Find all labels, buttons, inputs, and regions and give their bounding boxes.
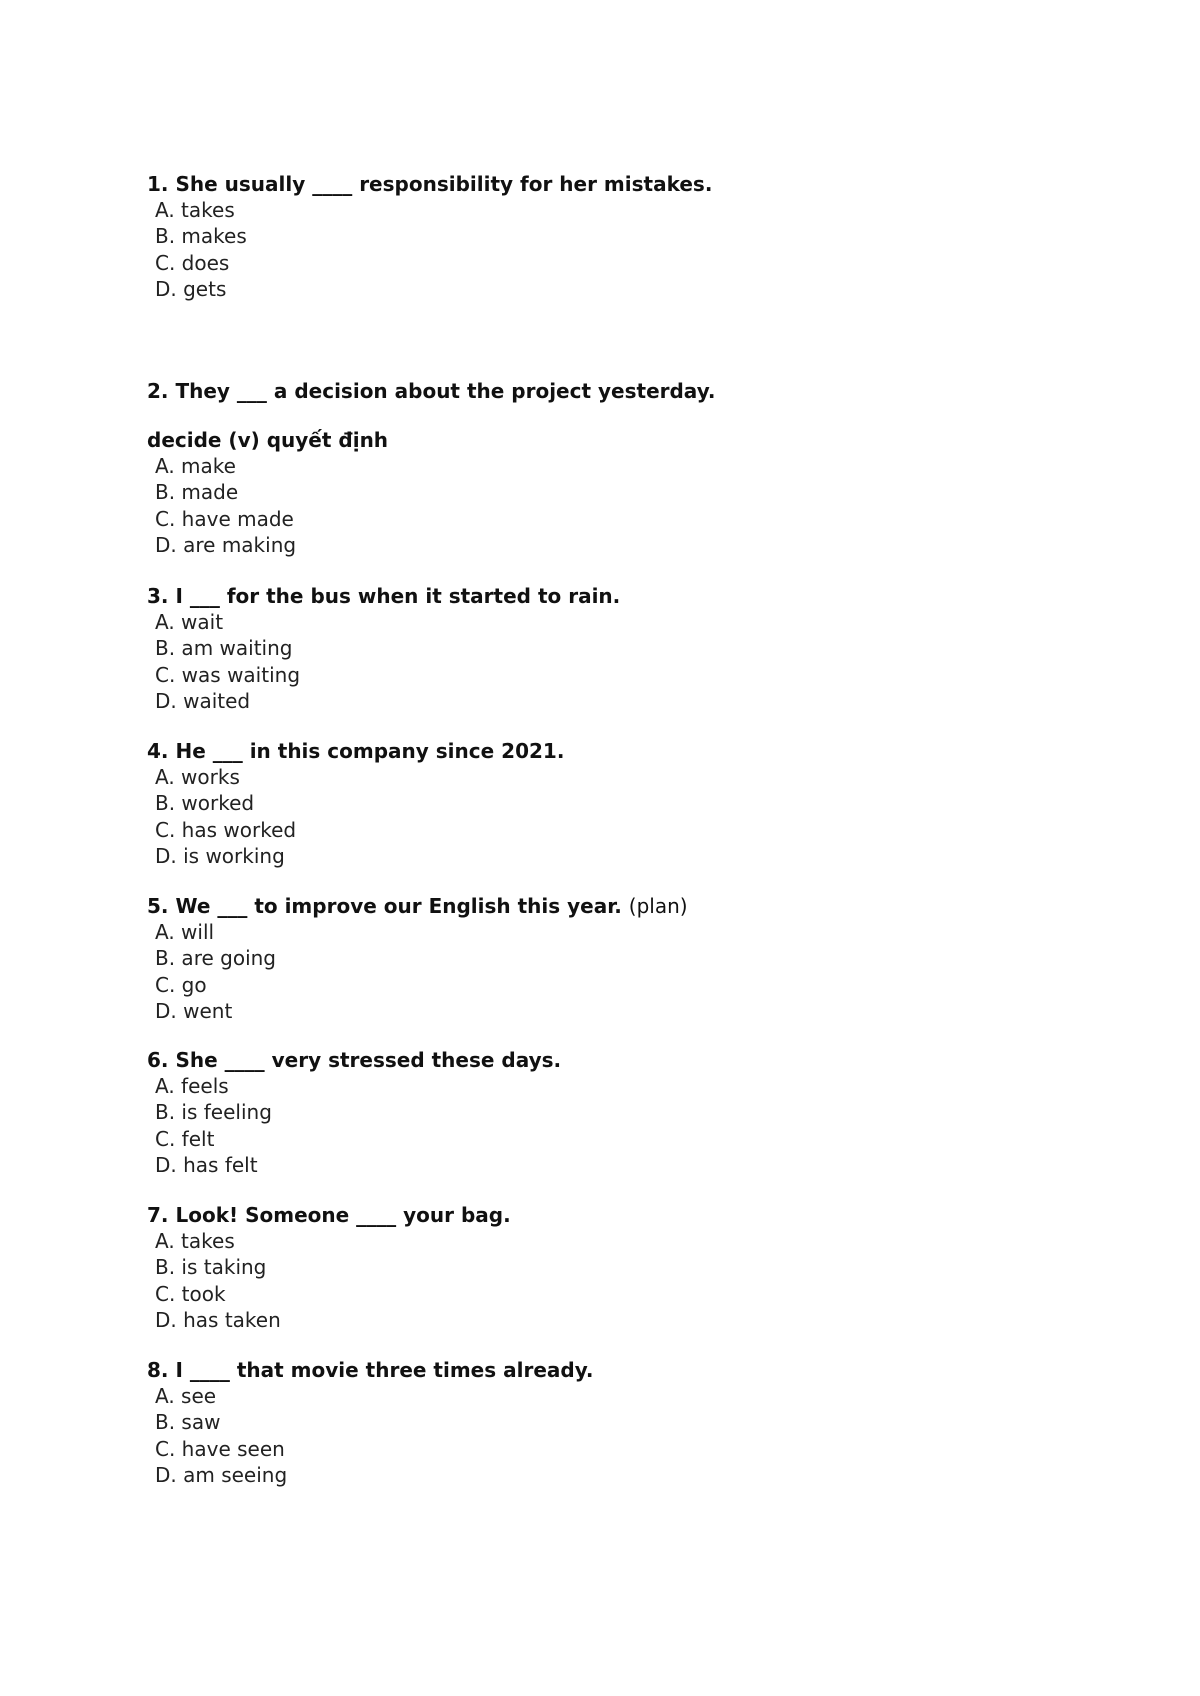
question-text: 7. Look! Someone ____ your bag. xyxy=(147,1203,511,1227)
question-2-options xyxy=(155,453,296,558)
option-d: D. gets xyxy=(155,276,227,301)
option-c: C. has worked xyxy=(155,817,297,842)
question-3-title xyxy=(147,583,620,609)
question-hint: (plan) xyxy=(628,894,688,918)
question-text: 1. She usually ____ responsibility for her mistakes. xyxy=(147,172,713,196)
option-b: B. makes xyxy=(155,224,247,249)
option-c: C. was waiting xyxy=(155,662,301,687)
option-a: A. wait xyxy=(155,610,224,634)
option-d: D. went xyxy=(155,998,233,1023)
option-a: A. see xyxy=(155,1384,217,1408)
option-d: D. is working xyxy=(155,843,285,868)
option-b: B. is taking xyxy=(155,1255,267,1280)
question-8-options xyxy=(155,1383,287,1488)
question-6-title xyxy=(147,1047,561,1073)
question-5-options xyxy=(155,919,276,1024)
option-b: B. saw xyxy=(155,1410,221,1435)
option-a: A. takes xyxy=(155,1229,235,1253)
option-d: D. am seeing xyxy=(155,1462,288,1487)
option-c: C. felt xyxy=(155,1126,215,1151)
question-6-options xyxy=(155,1073,272,1178)
question-text: 3. I ___ for the bus when it started to rain. xyxy=(147,584,621,608)
option-c: C. does xyxy=(155,250,230,275)
question-4-options xyxy=(155,764,296,869)
option-d: D. are making xyxy=(155,532,297,557)
question-2-note: decide (v) quyết định xyxy=(147,428,389,452)
question-5-title xyxy=(147,893,688,919)
question-text: 2. They ___ a decision about the project yesterday. xyxy=(147,379,716,403)
question-7-options xyxy=(155,1228,281,1333)
question-text: 8. I ____ that movie three times already. xyxy=(147,1358,594,1382)
question-text: 6. She ____ very stressed these days. xyxy=(147,1048,562,1072)
question-4-title xyxy=(147,738,564,764)
option-a: A. works xyxy=(155,765,240,789)
option-b: B. is feeling xyxy=(155,1100,272,1125)
option-c: C. have seen xyxy=(155,1436,285,1461)
question-3-options xyxy=(155,609,300,714)
option-d: D. has felt xyxy=(155,1152,258,1177)
option-c: C. took xyxy=(155,1281,226,1306)
option-c: C. go xyxy=(155,972,207,997)
option-a: A. feels xyxy=(155,1074,229,1098)
option-b: B. are going xyxy=(155,946,276,971)
question-2-title xyxy=(147,378,716,404)
option-a: A. make xyxy=(155,454,236,478)
question-7-title xyxy=(147,1202,511,1228)
question-text: 5. We ___ to improve our English this year. xyxy=(147,894,622,918)
option-a: A. will xyxy=(155,920,215,944)
option-d: D. waited xyxy=(155,688,251,713)
question-1-options xyxy=(155,197,247,302)
option-c: C. have made xyxy=(155,506,294,531)
question-8-title xyxy=(147,1357,594,1383)
option-d: D. has taken xyxy=(155,1307,281,1332)
option-b: B. am waiting xyxy=(155,636,293,661)
option-b: B. worked xyxy=(155,791,255,816)
question-1-title xyxy=(147,171,712,197)
question-text: 4. He ___ in this company since 2021. xyxy=(147,739,565,763)
option-a: A. takes xyxy=(155,198,235,222)
option-b: B. made xyxy=(155,480,239,505)
